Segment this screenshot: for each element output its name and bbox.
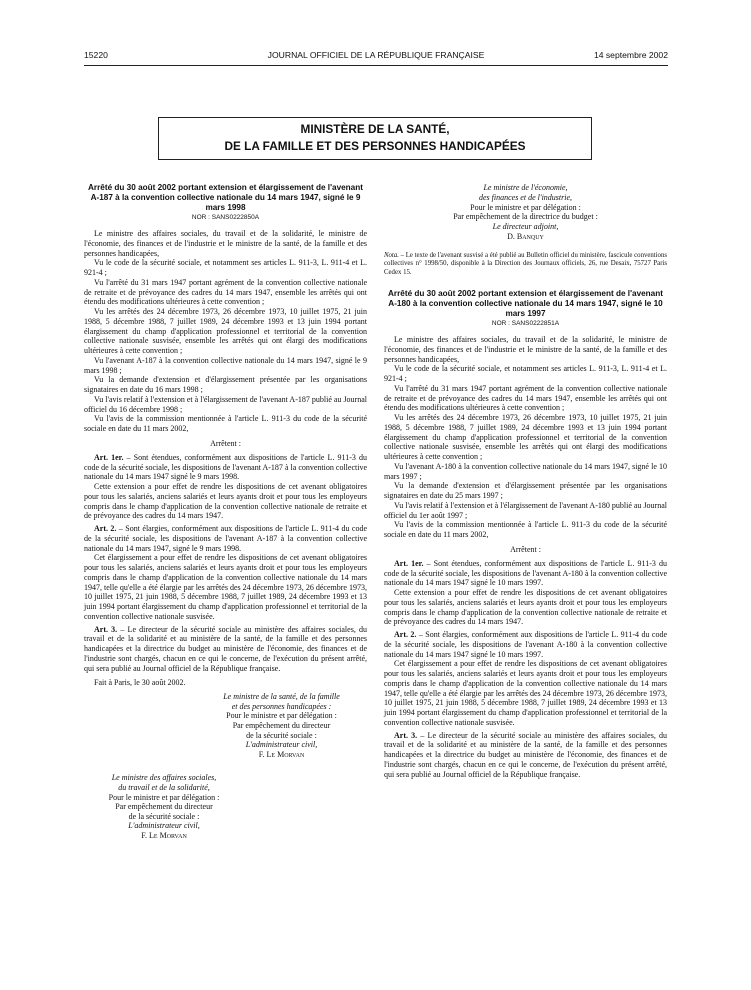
article-2 xyxy=(384,630,667,659)
article-text: – Sont étendues, conformément aux dispositions de l'article L. 911-3 du code de la sécurité sociale, les dispositions de l'avenant A-187 à la convention collective nationale du 14 mars 1947 signé le 9 mars 1998. xyxy=(84,452,367,482)
delegation-line: de la sécurité sociale : xyxy=(128,811,200,821)
signature-block xyxy=(196,692,367,759)
left-column xyxy=(84,183,367,841)
arretent-heading: Arrêtent : xyxy=(510,544,541,554)
article-label: Art. 1er. xyxy=(94,452,124,462)
article-label: Art. 3. xyxy=(94,624,118,634)
delegation-line: Pour le ministre et par délégation : xyxy=(470,202,581,212)
article-paragraph: Cet élargissement a pour effet de rendre les dispositions de cet avenant obligatoires pour tous les salariés, anciens salariés et leurs ayants droit et pour tous les employeurs compris dans le champ d'application de la convention collective nationale du 14 mars 1947, telle qu'elle a été élargie par les arrêtés des 24 décembre 1973, 26 décembre 1973, 10 juillet 1975, 21 juin 1988, 5 décembre 1988, 7 juillet 1989, 24 décembre 1993 et 13 juin 1994 portant élargissement du champ d'application professionnel et territorial de la convention collective nationale susvisée. xyxy=(84,553,367,621)
arretent-heading: Arrêtent : xyxy=(210,438,241,448)
recital: Vu les arrêtés des 24 décembre 1973, 26 décembre 1973, 10 juillet 1975, 21 juin 1988, 5 décembre 1988, 7 juillet 1989, 24 décembre 1993 et 13 juin 1994 portant élargissement du champ d'application professionnel et territorial de la convention collective nationale susvisée, ensemble les arrêtés qui ont élargi des modifications ultérieures à cette convention ; xyxy=(384,413,667,461)
page-header xyxy=(84,50,668,64)
decree-title: Arrêté du 30 août 2002 portant extension et élargissement de l'avenant A-180 à la convention collective nationale du 14 mars 1947, signé le 10 mars 1997 xyxy=(388,289,663,318)
nota-note xyxy=(384,252,667,277)
article-paragraph: Cette extension a pour effet de rendre les dispositions de cet avenant obligatoires pour tous les salariés, anciens salariés et leurs ayants droit et pour tous les employeurs compris dans le champ d'application de la convention collective nationale de retraite et de prévoyance des cadres du 14 mars 1947. xyxy=(84,482,367,521)
article-text: – Sont élargies, conformément aux dispositions de l'article L. 911-4 du code de la sécurité sociale, les dispositions de l'avenant A-187 à la convention collective nationale du 14 mars 1947, signé le 9 mars 1998. xyxy=(84,524,368,553)
recital: Vu le code de la sécurité sociale, et notamment ses articles L. 911-3, L. 911-4 et L. 921-4 ; xyxy=(84,258,367,277)
ministry-heading-box xyxy=(158,117,592,160)
article-1 xyxy=(384,559,667,588)
journal-title: JOURNAL OFFICIEL DE LA RÉPUBLIQUE FRANÇAISE xyxy=(267,50,485,60)
article-2 xyxy=(84,524,367,553)
recital: Vu l'avenant A-187 à la convention collective nationale du 14 mars 1947, signé le 9 mars 1998 ; xyxy=(84,355,367,375)
recital: Vu l'avis relatif à l'extension et à l'élargissement de l'avenant A-180 publié au Journal officiel du 1er août 1997 ; xyxy=(384,500,667,520)
issue-date: 14 septembre 2002 xyxy=(593,50,668,60)
recital: Vu la demande d'extension et d'élargissement présentée par les organisations signataires en date du 25 mars 1997 ; xyxy=(384,481,667,500)
recital: Le ministre des affaires sociales, du travail et de la solidarité, le ministre de l'économie, des finances et de l'industrie et le ministre de la santé, de la famille et des personnes handicapées, xyxy=(384,335,667,364)
article-paragraph: Cet élargissement a pour effet de rendre les dispositions de cet avenant obligatoires pour tous les salariés, anciens salariés et leurs ayants droit et pour tous les employeurs compris dans le champ d'application de la convention collective nationale du 14 mars 1947, telle qu'elle a été élargie par les arrêtés des 24 décembre 1973, 26 décembre 1973, 10 juillet 1975, 21 juin 1988, 5 décembre 1988, 7 juillet 1989, 24 décembre 1993 et 13 juin 1994 portant élargissement du champ d'application professionnel et territorial de la convention collective nationale susvisée. xyxy=(384,659,667,727)
article-label: Art. 1er. xyxy=(394,558,424,568)
ministry-line-1: MINISTÈRE DE LA SANTÉ, xyxy=(300,122,450,136)
recital: Vu l'arrêté du 31 mars 1947 portant agrément de la convention collective nationale de retraite et de prévoyance des cadres du 14 mars 1947, ensemble les arrêtés qui ont étendu des modifications ultérieures à cette convention ; xyxy=(84,277,367,307)
signatory-name: F. Le Morvan xyxy=(258,749,305,759)
recital: Vu les arrêtés des 24 décembre 1973, 26 décembre 1973, 10 juillet 1975, 21 juin 1988, 5 décembre 1988, 7 juillet 1989, 24 décembre 1993 et 13 juin 1994 portant élargissement du champ d'application professionnel et territorial de la convention collective nationale susvisée, ensemble les arrêtés qui ont élargi des modifications ultérieures à cette convention ; xyxy=(84,307,367,355)
article-text: – Le directeur de la sécurité sociale au ministère des affaires sociales, du travail et de la solidarité et au ministère de la santé, de la famille et des personnes handicapées et la directrice du budget au ministère de l'économie, des finances et de l'industrie sont chargés, chacun en ce qui le concerne, de l'exécution du présent arrêté, qui sera publié au Journal officiel de la République française. xyxy=(384,730,667,779)
article-text: – Le directeur de la sécurité sociale au ministère des affaires sociales, du travail et de la solidarité et au ministère de la santé, de la famille et des personnes handicapées et la directrice du budget au ministère de l'économie, des finances et de l'industrie sont chargés, chacun en ce qui le concerne, de l'exécution du présent arrêté, qui sera publié au Journal officiel de la République française. xyxy=(84,624,367,673)
delegation-line: de la sécurité sociale : xyxy=(246,730,317,740)
signatory-role: L'administrateur civil, xyxy=(128,821,200,831)
delegation-line: Par empêchement du directeur xyxy=(232,721,331,731)
recital: Le ministre des affaires sociales, du travail et de la solidarité, le ministre de l'économie, des finances et de l'industrie et le ministre de la santé, de la famille et des personnes handicapées, xyxy=(84,229,367,258)
recital: Vu l'arrêté du 31 mars 1947 portant agrément de la convention collective nationale de retraite et de prévoyance des cadres du 14 mars 1947, ensemble les arrêtés qui ont étendu des modifications ultérieures à cette convention ; xyxy=(384,383,667,413)
recital: Vu l'avis de la commission mentionnée à l'article L. 911-3 du code de la sécurité sociale en date du 11 mars 2002, xyxy=(84,414,367,433)
delegation-line: Pour le ministre et par délégation : xyxy=(226,711,337,721)
nor-reference: NOR : SANS0222850A xyxy=(191,214,260,221)
delegation-line: Par empêchement du directeur xyxy=(115,802,213,812)
article-1 xyxy=(84,453,367,482)
right-column xyxy=(384,183,667,779)
article-label: Art. 2. xyxy=(394,630,417,639)
signatory-name: F. Le Morvan xyxy=(141,830,187,840)
delegation-line: Par empêchement de la directrice du budget : xyxy=(453,212,598,222)
signatory-title: Le ministre de l'économie, xyxy=(483,183,568,192)
signatory-title: Le ministre des affaires sociales, xyxy=(111,773,217,783)
signatory-name: D. Banquy xyxy=(507,231,544,241)
header-rule xyxy=(84,65,668,66)
recital: Vu l'avenant A-180 à la convention collective nationale du 14 mars 1947, signé le 10 mars 1997 ; xyxy=(384,461,667,481)
article-text: – Sont étendues, conformément aux dispositions de l'article L. 911-3 du code de la sécurité sociale, les dispositions de l'avenant A-180 à la convention collective nationale du 14 mars 1947 signé le 10 mars 1997. xyxy=(384,558,667,588)
recital: Vu le code de la sécurité sociale, et notamment ses articles L. 911-3, L. 911-4 et L. 921-4 ; xyxy=(384,364,667,383)
nor-reference: NOR : SANS0222851A xyxy=(491,320,560,327)
signatory-title: Le ministre de la santé, de la famille xyxy=(223,692,340,702)
signatory-title: des finances et de l'industrie, xyxy=(478,192,573,202)
recital: Vu l'avis relatif à l'extension et à l'élargissement de l'avenant A-187 publié au Journal officiel du 16 décembre 1998 ; xyxy=(84,394,367,414)
signatory-role: Le directeur adjoint, xyxy=(492,222,559,232)
article-paragraph: Cette extension a pour effet de rendre les dispositions de cet avenant obligatoires pour tous les salariés, anciens salariés et leurs ayants droit et pour tous les employeurs compris dans le champ d'application de la convention collective nationale de retraite et de prévoyance des cadres du 14 mars 1947. xyxy=(384,588,667,627)
page-number: 15220 xyxy=(84,50,108,60)
article-label: Art. 2. xyxy=(94,524,117,533)
article-text: – Sont élargies, conformément aux dispositions de l'article L. 911-4 du code de la sécurité sociale, les dispositions de l'avenant A-180 à la convention collective nationale du 14 mars 1947 signé le 10 mars 1997. xyxy=(384,630,668,659)
article-3 xyxy=(384,731,667,780)
nota-text: – Le texte de l'avenant susvisé a été publié au Bulletin officiel du ministère, fascicule conventions collectives n° 1998/50, disponible à la Direction des Journaux officiels, 26, rue Desaix, 75727 Paris Cedex 15. xyxy=(384,251,667,276)
recital: Vu la demande d'extension et d'élargissement présentée par les organisations signataires en date du 16 mars 1998 ; xyxy=(84,375,367,394)
signature-block xyxy=(84,773,244,840)
signatory-role: L'administrateur civil, xyxy=(245,740,318,750)
nota-label: Nota. xyxy=(384,251,399,259)
decree-title: Arrêté du 30 août 2002 portant extension et élargissement de l'avenant A-187 à la convention collective nationale du 14 mars 1947, signé le 9 mars 1998 xyxy=(88,183,363,212)
article-3 xyxy=(84,625,367,674)
signatory-title: du travail et de la solidarité, xyxy=(118,783,210,792)
article-label: Art. 3. xyxy=(394,730,418,740)
signature-block xyxy=(384,183,667,242)
signatory-title: et des personnes handicapées : xyxy=(231,701,332,711)
ministry-line-2: DE LA FAMILLE ET DES PERSONNES HANDICAPÉES xyxy=(224,139,526,153)
dateline: Fait à Paris, le 30 août 2002. xyxy=(94,678,186,688)
delegation-line: Pour le ministre et par délégation : xyxy=(108,792,220,802)
recital: Vu l'avis de la commission mentionnée à l'article L. 911-3 du code de la sécurité sociale en date du 11 mars 2002, xyxy=(384,520,667,539)
